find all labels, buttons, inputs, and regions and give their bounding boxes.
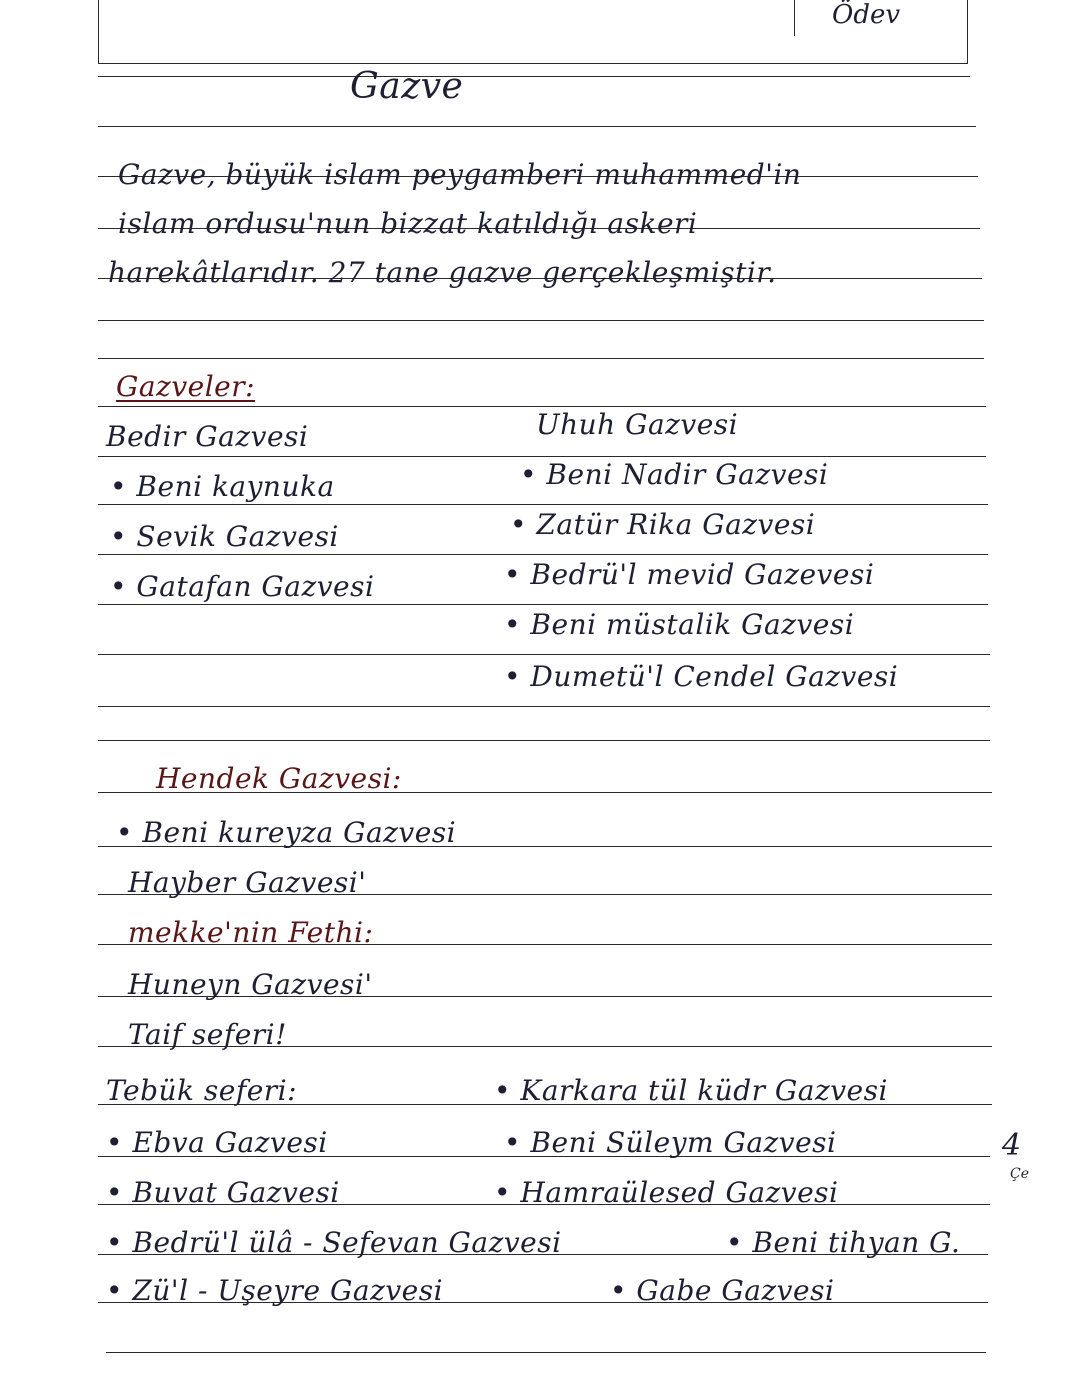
margin-number: 4	[1002, 1128, 1022, 1163]
list-item: Bedir Gazvesi	[106, 420, 309, 453]
list-item: • Beni Süleym Gazvesi	[504, 1126, 837, 1159]
list-item: • Ebva Gazvesi	[106, 1126, 328, 1159]
list-item: • Hamraülesed Gazvesi	[494, 1176, 839, 1209]
corner-mark: Ödev	[832, 0, 901, 30]
list-item: Tebük seferi:	[106, 1074, 298, 1107]
list-item: Uhuh Gazvesi	[536, 408, 739, 441]
list-item: • Dumetü'l Cendel Gazvesi	[504, 660, 899, 693]
list-item: Huneyn Gazvesi'	[128, 968, 373, 1001]
intro-line-3: harekâtlarıdır. 27 tane gazve gerçekleşmiştir.	[108, 256, 777, 289]
list-item: • Karkara tül küdr Gazvesi	[494, 1074, 888, 1107]
list-item: • Beni tihyan G.	[726, 1226, 961, 1259]
list-item: Hayber Gazvesi'	[128, 866, 367, 899]
margin-mark: Çe	[1010, 1166, 1029, 1182]
list-item: • Zü'l - Uşeyre Gazvesi	[106, 1274, 444, 1307]
list-item: • Beni kaynuka	[110, 470, 335, 503]
page-title: Gazve	[350, 66, 464, 107]
list-item: mekke'nin Fethi:	[128, 916, 374, 949]
list-item: • Gabe Gazvesi	[610, 1274, 835, 1307]
list-item: • Beni müstalik Gazvesi	[504, 608, 855, 641]
list-item: • Buvat Gazvesi	[106, 1176, 340, 1209]
list-item: • Zatür Rika Gazvesi	[510, 508, 816, 541]
list-item: • Beni kureyza Gazvesi	[116, 816, 457, 849]
list-heading: Gazveler:	[116, 370, 256, 403]
list-item: • Sevik Gazvesi	[110, 520, 339, 553]
header-divider	[794, 0, 795, 36]
intro-line-2: islam ordusu'nun bizzat katıldığı askeri	[118, 207, 698, 240]
intro-line-1: Gazve, büyük islam peygamberi muhammed'in	[118, 158, 802, 191]
list-item: • Bedrü'l ülâ - Sefevan Gazvesi	[106, 1226, 562, 1259]
list-item: Taif seferi!	[128, 1018, 287, 1051]
list-item: • Bedrü'l mevid Gazevesi	[504, 558, 875, 591]
list-item: • Beni Nadir Gazvesi	[520, 458, 829, 491]
list-item: • Gatafan Gazvesi	[110, 570, 375, 603]
list-item: Hendek Gazvesi:	[156, 762, 402, 795]
